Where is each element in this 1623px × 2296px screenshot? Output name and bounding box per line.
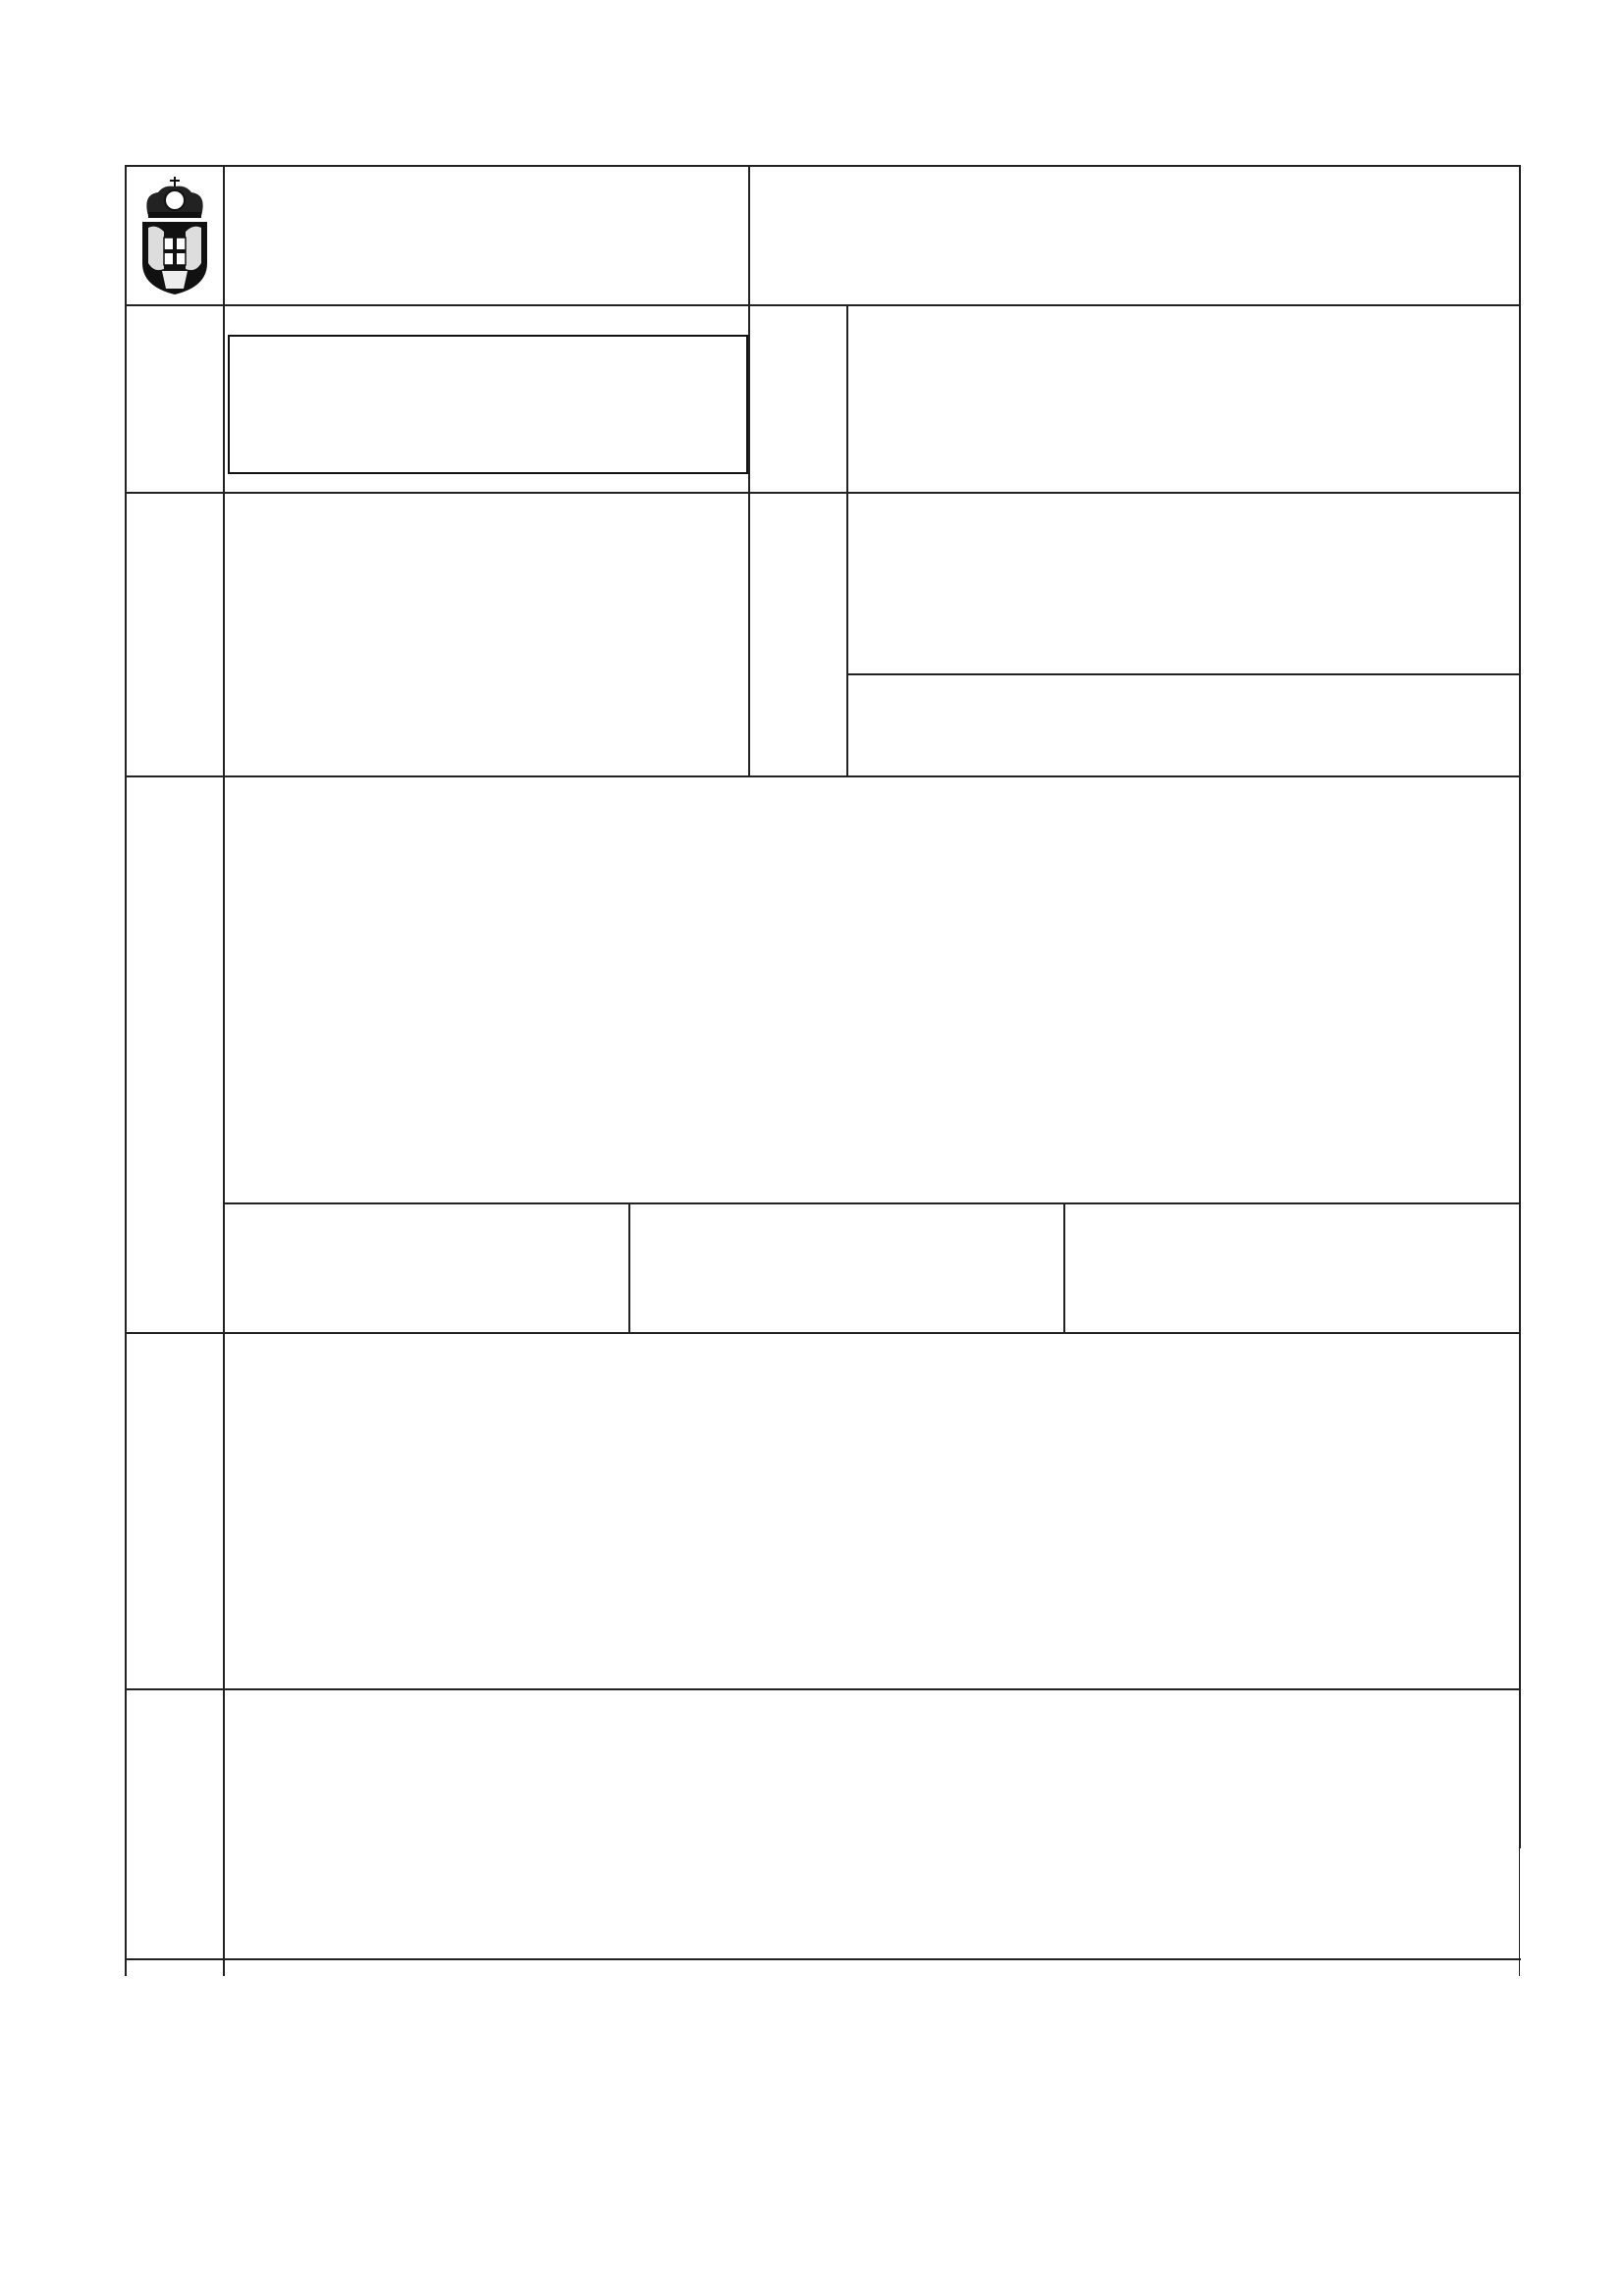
row-divider-5 [125, 1332, 1521, 1334]
serbian-coat-of-arms-icon [135, 173, 215, 296]
table-border-left [125, 165, 127, 1976]
airport-divider-2 [1063, 1202, 1065, 1332]
table-top-border [125, 165, 1521, 167]
section-number-divider [846, 304, 848, 775]
table-border-right [1519, 165, 1521, 1848]
owner-field[interactable] [228, 335, 748, 474]
row-divider-4-cargo [846, 673, 1521, 675]
row-divider-header [125, 304, 1521, 306]
row-divider-3 [125, 775, 1521, 777]
row-divider-6 [125, 1688, 1521, 1690]
row-divider-airports [223, 1202, 1521, 1204]
header-divider [748, 165, 750, 304]
number-column-divider [223, 165, 225, 1976]
section-divider-left [748, 304, 750, 775]
row-divider-1 [125, 492, 1521, 494]
airport-divider-1 [628, 1202, 630, 1332]
table-border-right-lower [1519, 1848, 1520, 1976]
row-divider-7 [125, 1958, 1521, 1960]
